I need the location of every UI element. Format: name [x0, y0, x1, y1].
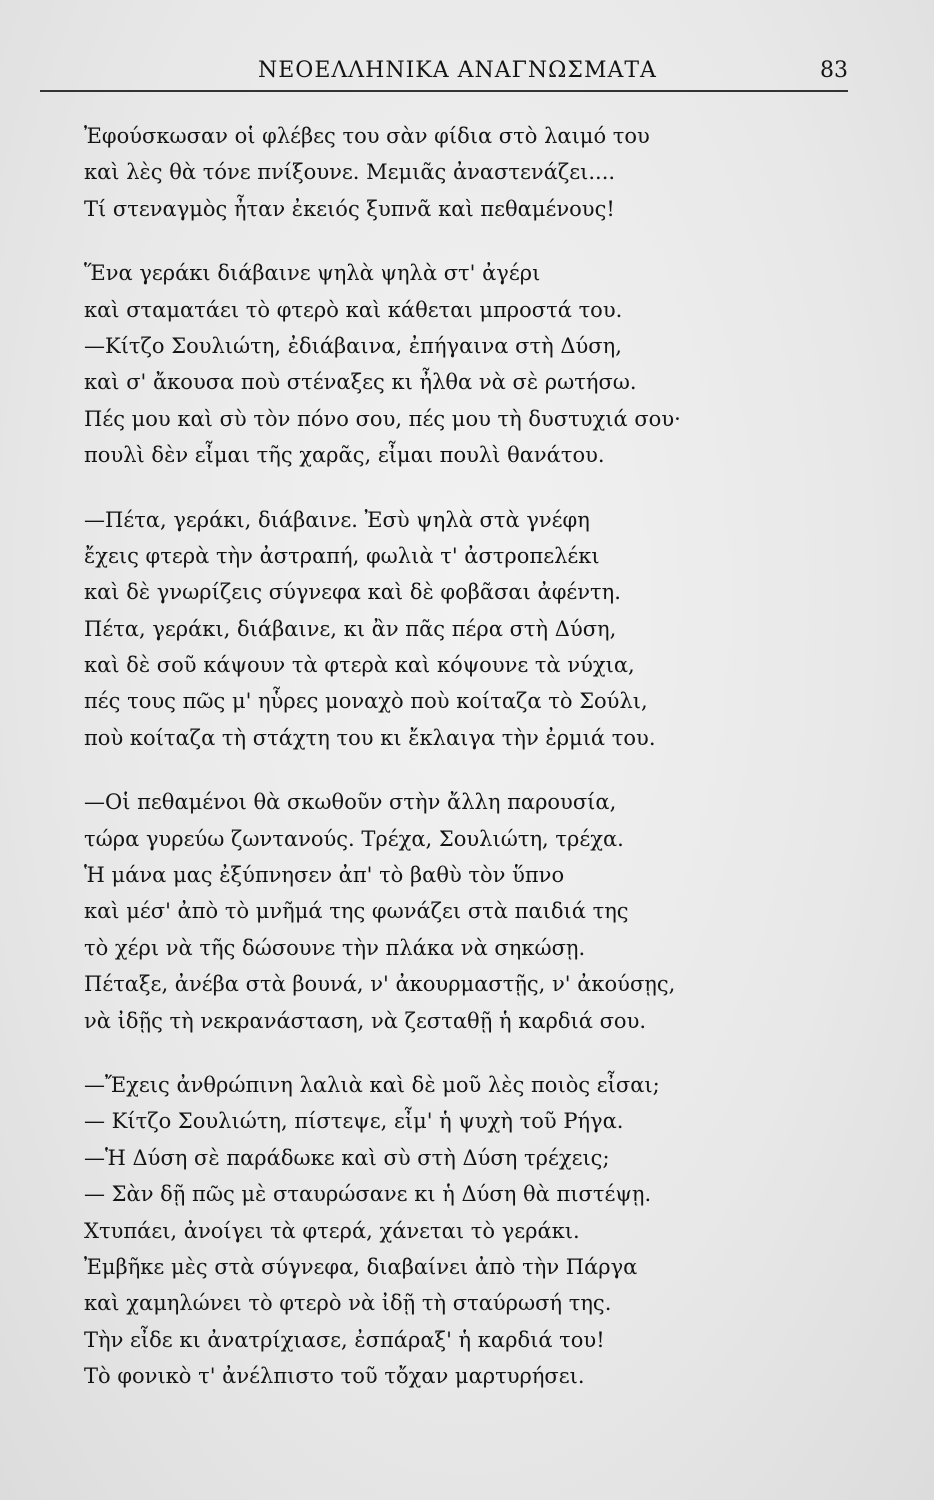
verse-line: καὶ μέσ' ἀπὸ τὸ μνῆμά της φωνάζει στὰ παιδιά της	[84, 899, 629, 924]
header-rule	[40, 90, 848, 92]
verse-line: ἔχεις φτερὰ τὴν ἀστραπή, φωλιὰ τ' ἀστροπελέκι	[84, 543, 600, 568]
verse-line: Τὴν εἶδε κι ἀνατρίχιασε, ἐσπάραξ' ἡ καρδιά του!	[84, 1327, 605, 1352]
verse-line: καὶ χαμηλώνει τὸ φτερὸ νὰ ἰδῇ τὴ σταύρωσή της.	[84, 1291, 612, 1316]
verse-line: Ἕνα γεράκι διάβαινε ψηλὰ ψηλὰ στ' ἀγέρι	[84, 261, 541, 286]
verse-line: Τὸ φονικὸ τ' ἀνέλπιστο τοῦ τὄχαν μαρτυρήσει.	[84, 1364, 585, 1389]
verse-line: νὰ ἰδῇς τὴ νεκρανάσταση, νὰ ζεσταθῇ ἡ καρδιά σου.	[84, 1008, 647, 1033]
running-title: ΝΕΟΕΛΛΗΝΙΚΑ ΑΝΑΓΝΩΣΜΑΤΑ	[258, 58, 657, 83]
verse-line: Ἐμβῆκε μὲς στὰ σύγνεφα, διαβαίνει ἀπὸ τὴν Πάργα	[84, 1254, 638, 1279]
verse-line: —Οἱ πεθαμένοι θὰ σκωθοῦν στὴν ἄλλη παρουσία,	[84, 790, 617, 815]
verse-line: καὶ σ' ἄκουσα ποὺ στέναξες κι ἦλθα νὰ σὲ ρωτήσω.	[84, 370, 637, 395]
verse-line: —Κίτζο Σουλιώτη, ἐδιάβαινα, ἐπήγαινα στὴ Δύση,	[84, 333, 622, 358]
stanza	[84, 784, 784, 1039]
verse-line: Ἡ μάνα μας ἐξύπνησεν ἀπ' τὸ βαθὺ τὸν ὕπνο	[84, 863, 565, 888]
verse-line: — Κίτζο Σουλιώτη, πίστεψε, εἶμ' ἡ ψυχὴ τοῦ Ρήγα.	[84, 1109, 624, 1134]
verse-line: Χτυπάει, ἀνοίγει τὰ φτερά, χάνεται τὸ γεράκι.	[84, 1218, 580, 1243]
page-header	[40, 56, 848, 92]
page-number: 83	[820, 58, 848, 83]
poem-body	[84, 118, 784, 1395]
verse-line: Τί στεναγμὸς ἦταν ἐκειός ξυπνᾶ καὶ πεθαμένους!	[84, 196, 615, 221]
stanza	[84, 118, 784, 227]
verse-line: Πές μου καὶ σὺ τὸν πόνο σου, πές μου τὴ δυστυχιά σου·	[84, 406, 681, 431]
verse-line: ποὺ κοίταζα τὴ στάχτη του κι ἔκλαιγα τὴν ἐρμιά του.	[84, 725, 656, 750]
verse-line: καὶ δὲ σοῦ κάψουν τὰ φτερὰ καὶ κόψουνε τὰ νύχια,	[84, 653, 635, 678]
verse-line: καὶ σταματάει τὸ φτερὸ καὶ κάθεται μπροστά του.	[84, 297, 623, 322]
stanza	[84, 255, 784, 473]
verse-line: —Πέτα, γεράκι, διάβαινε. Ἐσὺ ψηλὰ στὰ γνέφη	[84, 507, 590, 532]
verse-line: καὶ δὲ γνωρίζεις σύγνεφα καὶ δὲ φοβᾶσαι ἀφέντη.	[84, 580, 621, 605]
stanza	[84, 1067, 784, 1395]
verse-line: τώρα γυρεύω ζωντανούς. Τρέχα, Σουλιώτη, τρέχα.	[84, 826, 624, 851]
stanza	[84, 502, 784, 757]
verse-line: Πέταξε, ἀνέβα στὰ βουνά, ν' ἀκουρμαστῇς, ν' ἀκούσῃς,	[84, 972, 676, 997]
verse-line: — Σὰν δῇ πῶς μὲ σταυρώσανε κι ἡ Δύση θὰ πιστέψῃ.	[84, 1182, 652, 1207]
verse-line: πές τους πῶς μ' ηὗρες μοναχὸ ποὺ κοίταζα τὸ Σούλι,	[84, 689, 648, 714]
verse-line: Πέτα, γεράκι, διάβαινε, κι ἂν πᾶς πέρα στὴ Δύση,	[84, 616, 617, 641]
verse-line: πουλὶ δὲν εἶμαι τῆς χαρᾶς, εἶμαι πουλὶ θανάτου.	[84, 443, 605, 468]
verse-line: Ἐφούσκωσαν οἱ φλέβες του σὰν φίδια στὸ λαιμό του	[84, 124, 650, 148]
verse-line: —Ἔχεις ἀνθρώπινη λαλιὰ καὶ δὲ μοῦ λὲς ποιὸς εἶσαι;	[84, 1072, 660, 1097]
verse-line: τὸ χέρι νὰ τῆς δώσουνε τὴν πλάκα νὰ σηκώσῃ.	[84, 935, 586, 960]
verse-line: καὶ λὲς θὰ τόνε πνίξουνε. Μεμιᾶς ἀναστενάζει....	[84, 160, 616, 185]
verse-line: —Ἡ Δύση σὲ παράδωκε καὶ σὺ στὴ Δύση τρέχεις;	[84, 1145, 610, 1170]
